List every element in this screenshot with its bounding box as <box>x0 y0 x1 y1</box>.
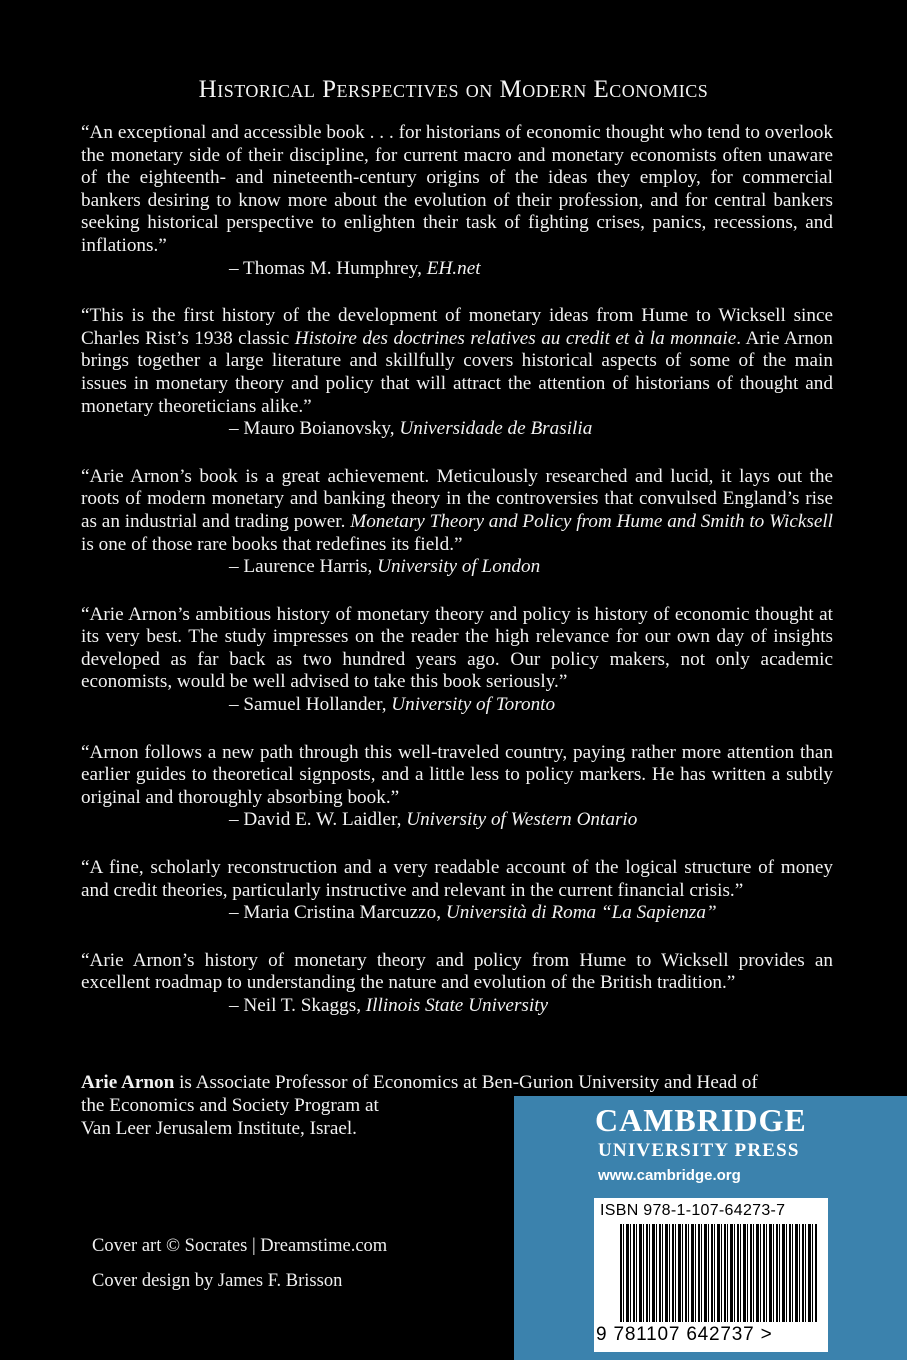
blurb-author: – Maria Cristina Marcuzzo, <box>229 902 446 924</box>
blurb-affiliation: University of Toronto <box>391 694 556 716</box>
blurb-quote: “Arnon follows a new path through this well-traveled country, paying rather more attention than earlier guides to theoretical signposts, and a little less to policy markers. He has written a subtly original and thoroughly absorbing book.” <box>81 741 833 808</box>
blurb-author: – David E. W. Laidler, <box>229 809 407 831</box>
barcode-digits: 9 781107 642737 > <box>596 1324 773 1345</box>
barcode-bars <box>620 1224 818 1322</box>
publisher-panel <box>514 1096 907 1360</box>
quote-text: “Arie Arnon’s book is a great achievement. Meticulously researched and lucid, it lays out the roots of modern monetary and banking theory in the controversies that convulsed England’s rise as an industrial and trading power. <box>81 465 833 532</box>
publisher-subtitle: UNIVERSITY PRESS <box>598 1140 800 1161</box>
bio-line: Van Leer Jerusalem Institute, Israel. <box>81 1118 357 1139</box>
blurb-quote <box>81 305 833 418</box>
quote-book-title: Histoire des doctrines relatives au credit et à la monnaie <box>294 327 737 349</box>
blurb-attribution <box>81 556 833 579</box>
blurb-attribution <box>81 694 833 717</box>
bio-line: the Economics and Society Program at <box>81 1095 379 1116</box>
blurb <box>81 466 833 579</box>
quote-text: “This is the first history of the development of monetary ideas from Hume to Wicksell since Charles Rist’s 1938 classic <box>81 305 833 349</box>
quote-text: . Arie Arnon brings together a large literature and skillfully covers historical aspects of some of the main issues in monetary theory and policy that will attract the attention of historians of thought and monetary theoreticians alike.” <box>81 327 833 417</box>
bio-text: is Associate Professor of Economics at Ben-Gurion University and Head of <box>174 1072 758 1093</box>
blurb <box>81 305 833 441</box>
blurb-author: – Samuel Hollander, <box>229 694 392 716</box>
blurb-affiliation: Università di Roma “La Sapienza” <box>445 902 717 924</box>
blurb-affiliation: EH.net <box>426 257 481 279</box>
blurb <box>81 857 833 925</box>
publisher-name: CAMBRIDGE <box>595 1102 807 1138</box>
blurb-author: – Neil T. Skaggs, <box>229 995 366 1016</box>
blurb-quote <box>81 466 833 556</box>
blurb <box>81 742 833 832</box>
quote-text: is one of those rare books that redefines its field.” <box>81 533 463 555</box>
blurbs-section <box>81 122 833 1043</box>
blurb-quote: “A fine, scholarly reconstruction and a very readable account of the logical structure of money and credit theories, particularly instructive and relevant in the current financial crisis.” <box>81 857 833 901</box>
blurb <box>81 604 833 717</box>
publisher-url: www.cambridge.org <box>598 1167 741 1184</box>
barcode-box <box>594 1198 828 1352</box>
cover-art-credit: Cover art © Socrates | Dreamstime.com <box>92 1236 388 1256</box>
blurb-author: – Mauro Boianovsky, <box>229 418 400 440</box>
blurb-quote: “Arie Arnon’s ambitious history of monetary theory and policy is history of economic thought at its very best. The study impresses on the reader the high relevance for our own day of insights developed as far back as two hundred years ago. Our policy makers, not only academic economists, would be well advised to take this book seriously.” <box>81 603 833 693</box>
blurb-affiliation: Illinois State University <box>365 995 549 1016</box>
blurb-attribution <box>81 902 833 925</box>
quote-book-title: Monetary Theory and Policy from Hume and Smith to Wicksell <box>350 510 834 532</box>
blurb-author: – Thomas M. Humphrey, <box>229 257 427 279</box>
blurb-author: – Laurence Harris, <box>229 556 378 578</box>
blurb-affiliation: University of London <box>377 556 541 578</box>
bio-author-name: Arie Arnon <box>81 1072 175 1093</box>
blurb-quote: “An exceptional and accessible book . . . for historians of economic thought who tend to overlook the monetary side of their discipline, for current macro and monetary economists often unaware of the eighteenth- and nineteenth-century origins of the ideas they employ, for commercial bankers desiring to know more about the evolution of their profession, and for central bankers seeking historical perspective to enlighten their task of fighting crises, panics, recessions, and inflations.” <box>81 122 833 256</box>
blurb-attribution <box>81 809 833 832</box>
cover-design-credit: Cover design by James F. Brisson <box>92 1271 343 1291</box>
blurb <box>81 950 833 1018</box>
bio-line <box>81 1071 841 1094</box>
blurb-affiliation: Universidade de Brasilia <box>399 418 593 440</box>
blurb-attribution <box>81 258 833 281</box>
blurb-affiliation: University of Western Ontario <box>406 809 638 831</box>
isbn-label: ISBN 978-1-107-64273-7 <box>600 1202 786 1219</box>
blurb-quote: “Arie Arnon’s history of monetary theory and policy from Hume to Wicksell provides an excellent roadmap to understanding the nature and evolution of the British tradition.” <box>81 949 833 994</box>
blurb <box>81 122 833 280</box>
blurb-attribution <box>81 418 833 441</box>
series-title: Historical Perspectives on Modern Economics <box>198 76 709 103</box>
blurb-attribution <box>81 995 833 1018</box>
